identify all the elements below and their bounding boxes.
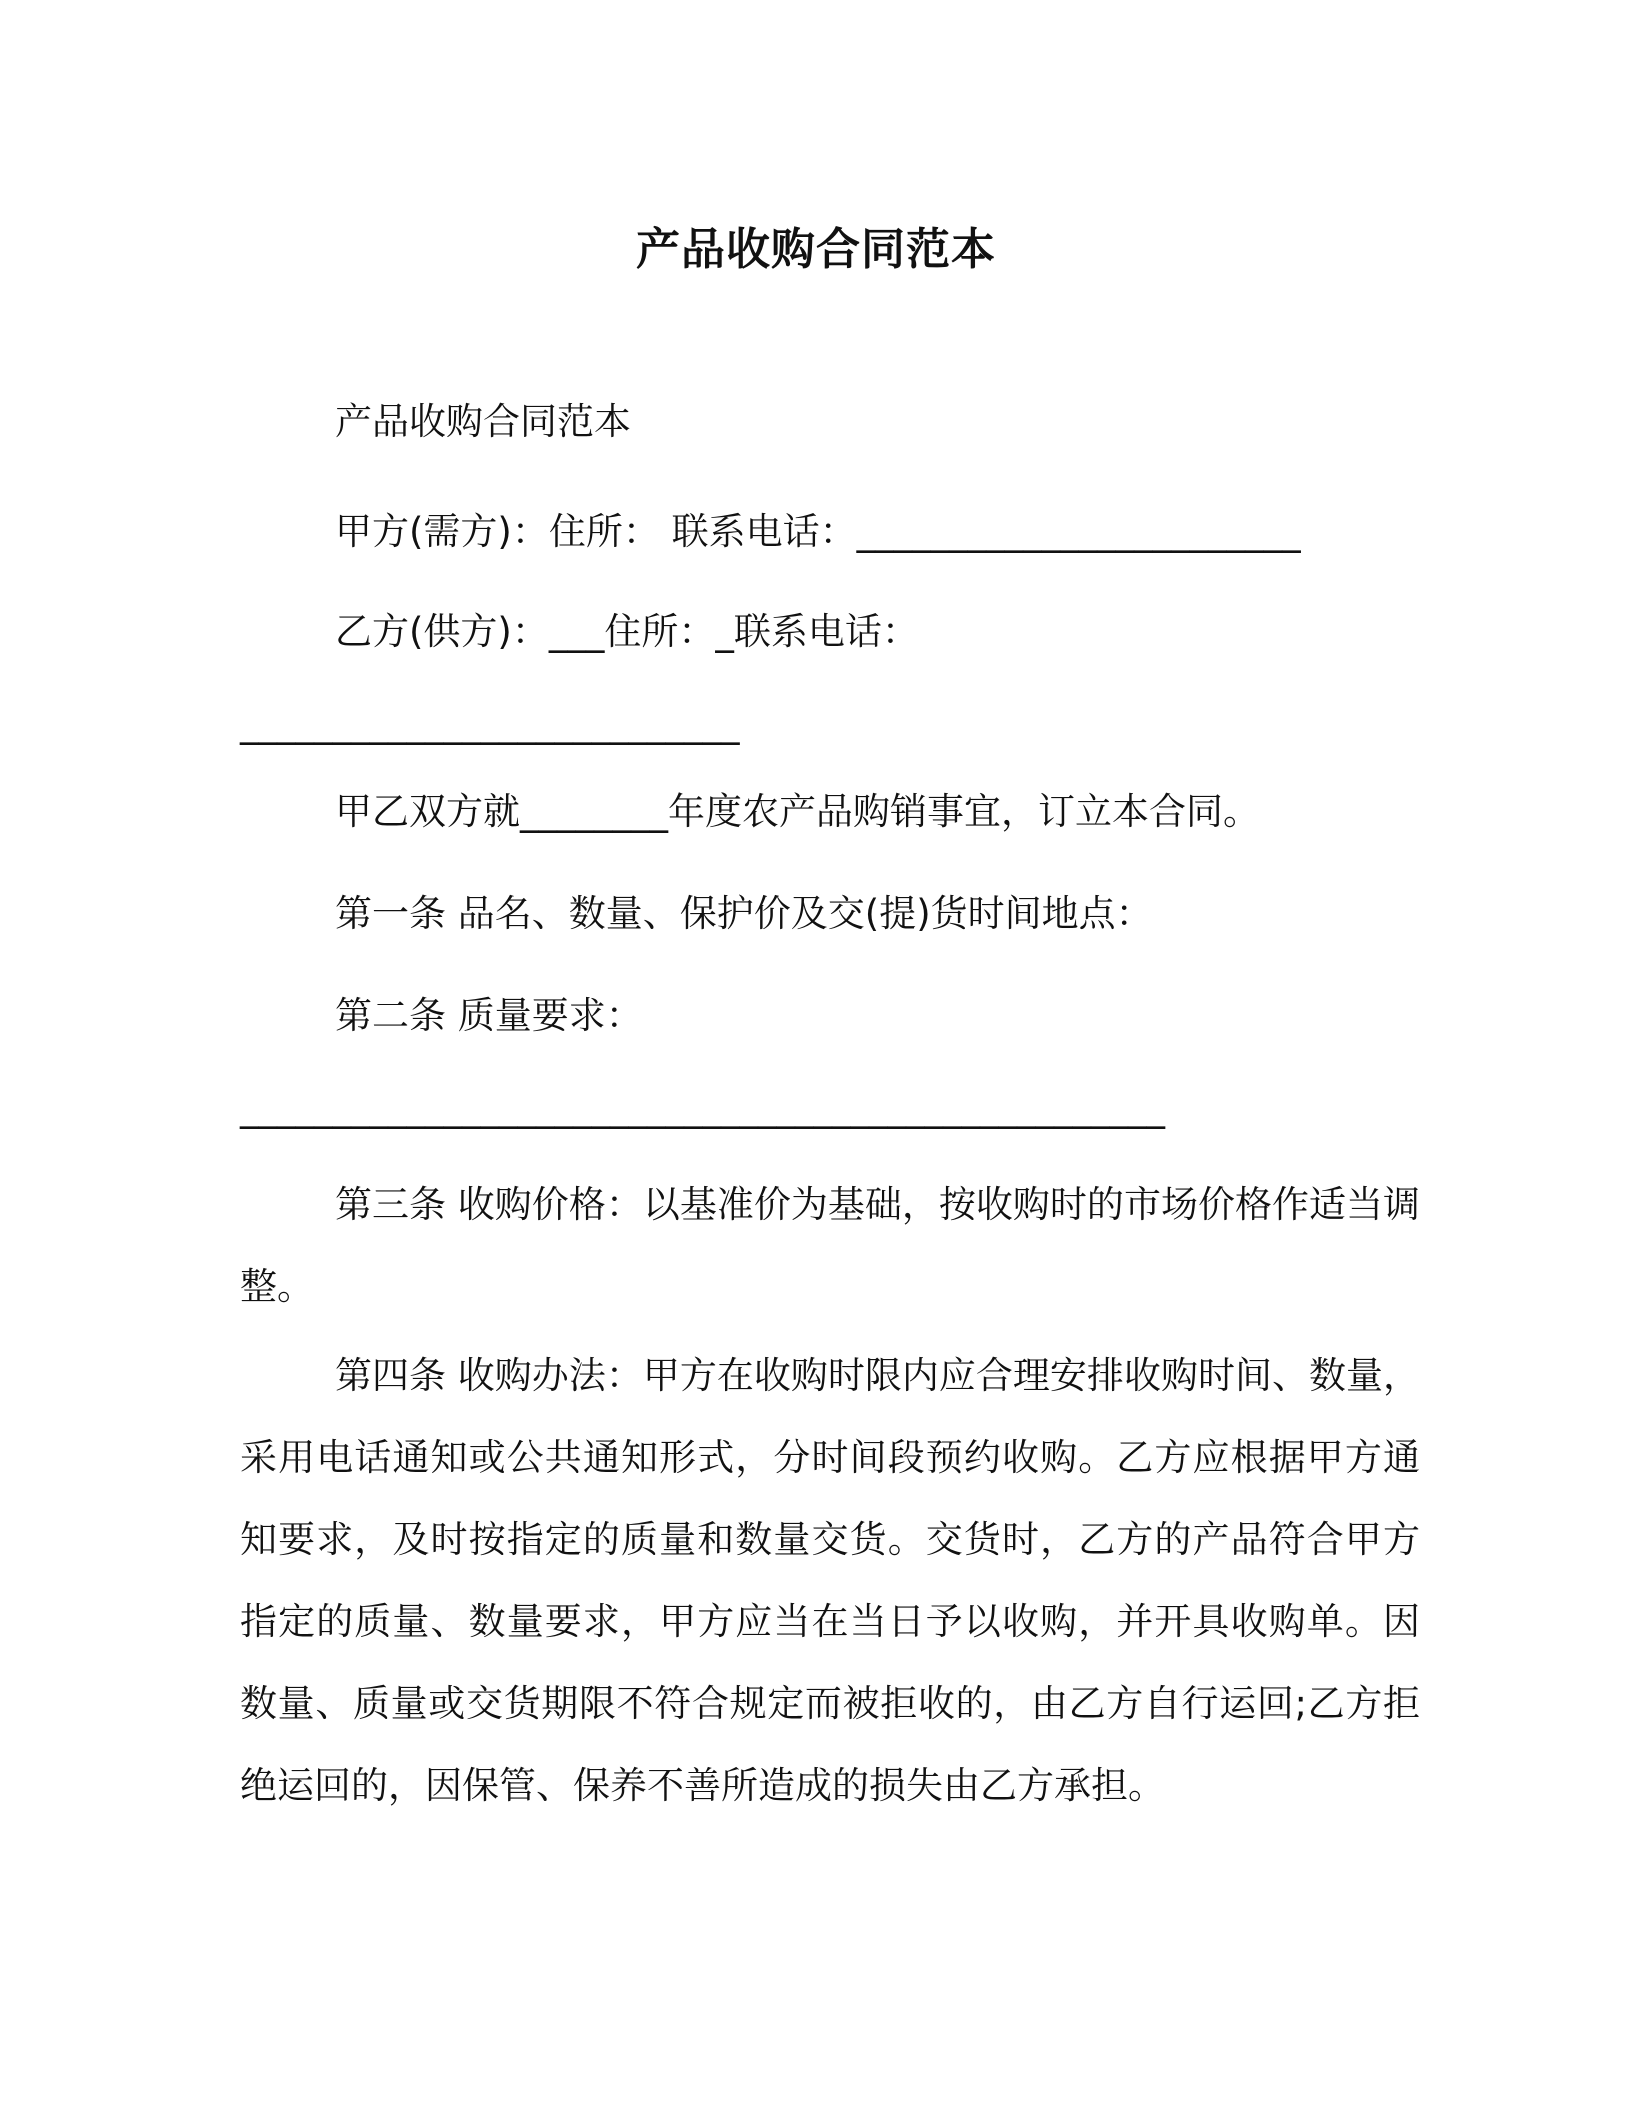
article-2-heading: 第二条 质量要求： [335,994,643,1037]
party-b-phone-blank: ___________________________ [240,702,740,745]
article-1-heading: 第一条 品名、数量、保护价及交(提)货时间地点： [335,892,1153,935]
party-a-line: 甲方(需方)：住所： 联系电话：________________________ [335,510,1301,553]
article-2-blank: __________________________________________________ [240,1086,1165,1129]
article-4-paragraph: 第四条 收购办法：甲方在收购时限内应合理安排收购时间、数量，采用电话通知或公共通知形式，分时间段预约收购。乙方应根据甲方通知要求，及时按指定的质量和数量交货。交货时，乙方的产品符合甲方指定的质量、数量要求，甲方应当在当日予以收购，并开具收购单。因数量、质量或交货期限不符合规定而被拒收的，由乙方自行运回;乙方拒绝运回的，因保管、保养不善所造成的损失由乙方承担。 [240,1354,1420,1807]
document-title: 产品收购合同范本 [636,224,996,275]
article-3-paragraph: 第三条 收购价格：以基准价为基础，按收购时的市场价格作适当调整。 [240,1183,1420,1308]
party-b-line: 乙方(供方)：___住所：_联系电话： [335,610,919,653]
document-subtitle: 产品收购合同范本 [335,400,631,443]
preamble-paragraph: 甲乙双方就________年度农产品购销事宜，订立本合同。 [335,790,1260,833]
